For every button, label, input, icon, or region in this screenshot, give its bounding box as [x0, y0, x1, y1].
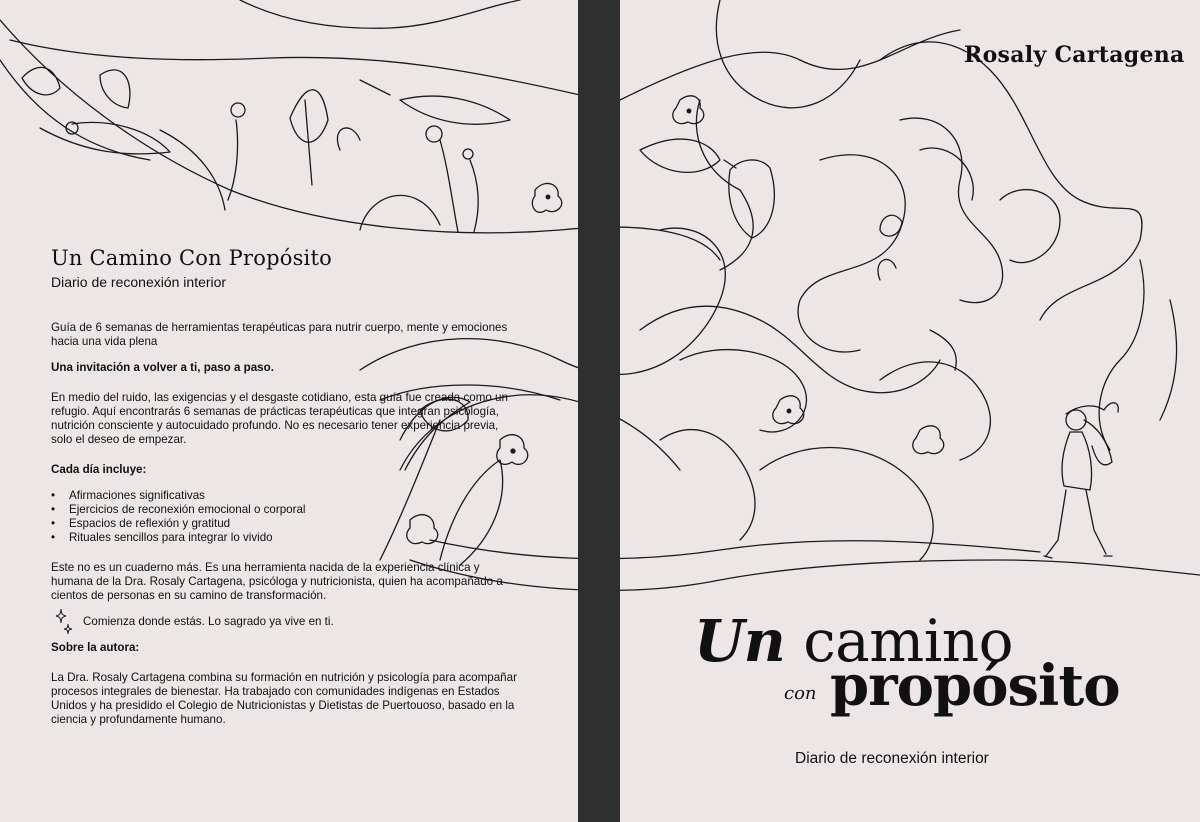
back-cover-subtitle: Diario de reconexión interior	[51, 274, 227, 290]
back-cover-title: Un Camino Con Propósito	[51, 246, 332, 270]
intro-paragraph: Guía de 6 semanas de herramientas terapéuticas para nutrir cuerpo, mente y emociones hacia una vida plena	[51, 321, 508, 348]
quote-text: Comienza donde estás. Lo sagrado ya vive en ti.	[83, 615, 334, 628]
about-paragraph: La Dra. Rosaly Cartagena combina su formación en nutrición y psicología para acompañar procesos integrales de bienestar. Ha trabajado con comunidades indígenas en Estados Unidos y ha presidido el Colegio de Nutricionistas y Dietistas de Puertouoso, basado en la ciencia y profundamente humano.	[51, 671, 517, 726]
list-item: • Rituales sencillos para integrar lo vivido	[51, 531, 521, 545]
title-camino: camino	[803, 607, 1014, 675]
description-paragraph: En medio del ruido, las exigencias y el desgaste cotidiano, esta guía fue creada como un refugio. Aquí encontrarás 6 semanas de prácticas terapéuticas que integran psicología, nutrición consciente y autocuidado profundo. No es necesario tener experiencia previa, solo el deseo de empezar.	[51, 391, 508, 446]
title-proposito: propósito	[830, 653, 1120, 719]
back-cover-text-block	[51, 321, 521, 727]
invitation-line: Una invitación a volver a ti, paso a paso.	[51, 361, 274, 374]
daily-items-list	[51, 489, 521, 545]
front-cover-subtitle: Diario de reconexión interior	[795, 750, 989, 767]
list-item: • Afirmaciones significativas	[51, 489, 521, 503]
book-spine	[578, 0, 620, 822]
quote-line	[51, 615, 521, 629]
daily-heading: Cada día incluye:	[51, 463, 147, 476]
about-heading: Sobre la autora:	[51, 641, 140, 654]
sparkle-icon	[54, 609, 74, 639]
title-con: con	[784, 683, 817, 704]
author-name: Rosaly Cartagena	[964, 42, 1185, 68]
not-notebook-paragraph: Este no es un cuaderno más. Es una herramienta nacida de la experiencia clínica y humana de la Dra. Rosaly Cartagena, psicóloga y nutricionista, quien ha acompañado a cientos de personas en su camino de transformación.	[51, 561, 503, 602]
title-un: Un	[694, 607, 785, 675]
list-item: • Ejercicios de reconexión emocional o corporal	[51, 503, 521, 517]
list-item: • Espacios de reflexión y gratitud	[51, 517, 521, 531]
